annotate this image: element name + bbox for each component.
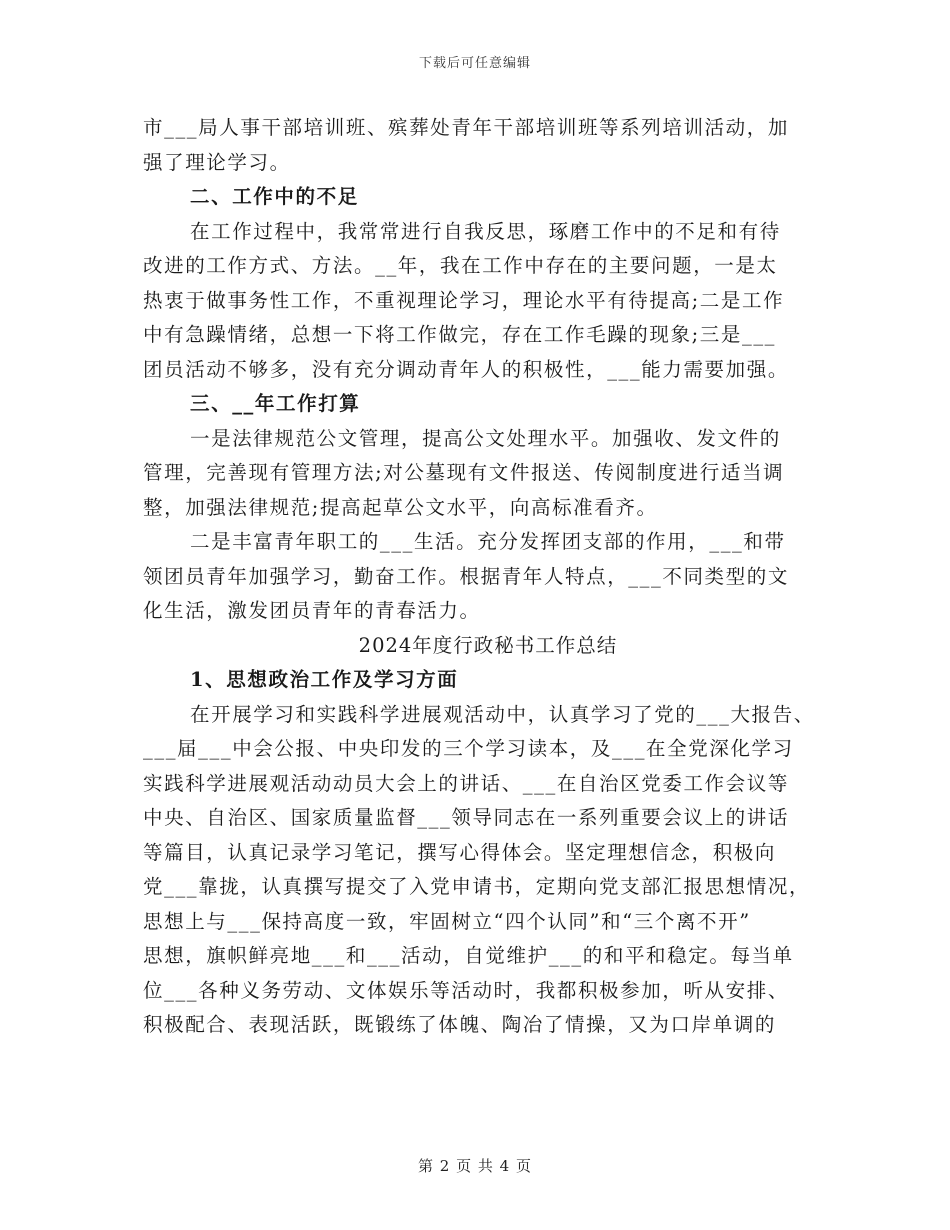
document-body	[143, 111, 833, 1043]
paragraph-line: 热衷于做事务性工作，不重视理论学习，理论水平有待提高;二是工作	[143, 288, 785, 312]
paragraph-line: 等篇目，认真记录学习笔记，撰写心得体会。坚定理想信念，积极向	[143, 840, 777, 864]
paragraph-line: 位___各种义务劳动、文体娱乐等活动时，我都积极参加，听从安排、	[143, 978, 789, 1002]
paragraph-line: 领团员青年加强学习，勤奋工作。根据青年人特点，___不同类型的文	[143, 564, 789, 588]
page-footer: 第 2 页 共 4 页	[418, 1157, 532, 1175]
document-title: 2024年度行政秘书工作总结	[358, 633, 618, 657]
paragraph-line: 改进的工作方式、方法。__年，我在工作中存在的主要问题，一是太	[143, 254, 778, 277]
paragraph-line: 中有急躁情绪，总想一下将工作做完，存在工作毛躁的现象;三是___	[143, 323, 777, 346]
paragraph-line: 强了理论学习。	[143, 150, 291, 174]
paragraph-line: 在工作过程中，我常常进行自我反思，琢磨工作中的不足和有待	[190, 219, 781, 243]
paragraph-line: ___届___中会公报、中央印发的三个学习读本，及___在全党深化学习	[143, 737, 794, 760]
paragraph-line: 积极配合、表现活跃，既锻练了体魄、陶冶了情操，又为口岸单调的	[143, 1013, 777, 1036]
paragraph-line: 在开展学习和实践科学进展观活动中，认真学习了党的___大报告、	[190, 702, 815, 726]
page-header: 下载后可任意编辑	[418, 56, 531, 71]
section-heading: 1、思想政治工作及学习方面	[190, 668, 459, 691]
paragraph-line: 管理，完善现有管理方法;对公墓现有文件报送、传阅制度进行适当调	[143, 461, 785, 484]
paragraph-line: 思想上与___保持高度一致，牢固树立“四个认同”和“三个离不开”	[143, 909, 751, 933]
paragraph-line: 市___局人事干部培训班、殡葬处青年干部培训班等系列培训活动，加	[143, 116, 789, 139]
paragraph-line: 整，加强法律规范;提高起草公文水平，向高标准看齐。	[143, 495, 658, 519]
paragraph-line: 党___靠拢，认真撰写提交了入党申请书，定期向党支部汇报思想情况，	[143, 875, 811, 898]
paragraph-line: 实践科学进展观活动动员大会上的讲话、___在自治区党委工作会议等	[143, 771, 789, 795]
paragraph-line: 团员活动不够多，没有充分调动青年人的积极性，___能力需要加强。	[143, 357, 789, 381]
paragraph-line: 中央、自治区、国家质量监督___领导同志在一系列重要会议上的讲话	[143, 806, 789, 829]
section-heading: 三、__年工作打算	[190, 392, 361, 415]
paragraph-line: 思想，旗帜鲜亮地___和___活动，自觉维护___的和平和稳定。每当单	[143, 944, 794, 967]
paragraph-line: 一是法律规范公文管理，提高公文处理水平。加强收、发文件的	[190, 426, 781, 450]
paragraph-line: 二是丰富青年职工的___生活。充分发挥团支部的作用，___和带	[190, 530, 786, 553]
paragraph-line: 化生活，激发团员青年的青春活力。	[143, 599, 481, 622]
section-heading: 二、工作中的不足	[190, 185, 359, 208]
